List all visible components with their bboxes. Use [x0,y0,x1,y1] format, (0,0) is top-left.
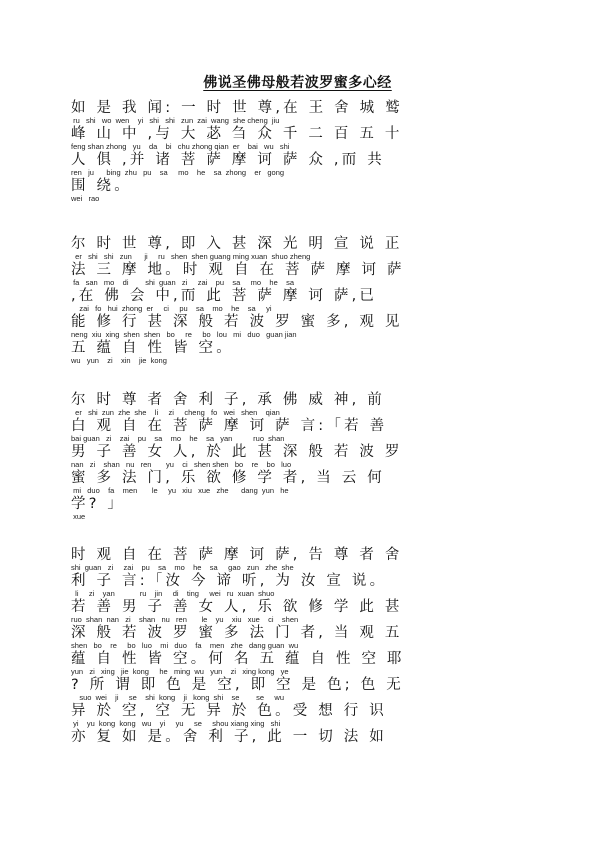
hanzi-text: 深 般 若 波 罗 蜜 多 法 门 者, 当 观 五 [71,625,403,641]
hanzi-text: 尔 时 世 尊, 即 入 甚 深 光 明 宣 说 正 [71,236,403,252]
paragraph-3 [71,392,403,522]
pinyin-text: xue [71,512,86,521]
hanzi-text: 亦 复 如 是。舍 利 子, 此 一 切 法 如 [71,729,387,745]
text-line [71,178,361,204]
sutra-title: 佛说圣佛母般若波罗蜜多心经 [203,75,392,91]
pinyin-text [71,745,361,755]
pinyin-text: yi yu kong kong wu yi yu se shou xiang xing shi [71,719,281,728]
hanzi-text: 时 观 自 在 菩 萨 摩 诃 萨, 告 尊 者 舍 [71,547,403,563]
pinyin-text: ren ju bing zhu pu sa mo he sa zhong er gong [71,168,285,177]
text-line [71,314,403,340]
text-line [71,470,385,496]
hanzi-text: 若 善 男 子 善 女 人, 乐 欲 修 学 此 甚 [71,599,403,615]
pinyin-text: er shi zun zhe she li zi cheng fo wei shen qian [71,408,280,417]
hanzi-text: ? 所 谓 即 色 是 空, 即 空 是 色; 色 无 [71,677,404,693]
pinyin-text: yun zi xing jie kong he ming wu yun zi xing kong ye [71,667,289,676]
text-line [71,444,403,470]
hanzi-text: 蜜 多 法 门, 乐 欲 修 学 者, 当 云 何 [71,470,385,486]
pinyin-text: feng shan zhong yu da bi chu zhong qian er bai wu shi [71,142,290,151]
text-line [71,703,387,729]
pinyin-text: bai guan zi zai pu sa mo he sa yan ruo shan [71,434,285,443]
hanzi-text: 法 三 摩 地。时 观 自 在 菩 萨 摩 诃 萨 [71,262,405,278]
hanzi-text: 峰 山 中 ,与 大 苾 刍 众 千 二 百 五 十 [71,126,403,142]
text-line [71,262,405,288]
pinyin-text: neng xiu xing shen shen bo re bo lou mi duo guan jian [71,330,297,339]
pinyin-text: wu yun zi xin jie kong [71,356,167,365]
text-line [71,418,388,444]
pinyin-text: nan zi shan nu ren yu ci shen shen bo re bo luo [71,460,292,469]
text-line [71,392,385,418]
text-line [71,573,388,599]
text-line [71,547,403,573]
hanzi-text: 人 俱 ,并 诸 菩 萨 摩 诃 萨 众 ,而 共 [71,152,385,168]
hanzi-text: 如 是 我 闻: 一 时 世 尊,在 王 舍 城 鹫 [71,100,403,116]
paragraph-1 [71,100,403,204]
text-line [71,100,403,126]
text-line [71,288,378,314]
hanzi-text: 利 子 言:「汝 今 谛 听, 为 汝 宣 说。 [71,573,388,589]
text-line [71,677,404,703]
pinyin-text: shen bo re bo luo mi duo fa men zhe dang guan wu [71,641,299,650]
pinyin-text: shi guan zi zai pu sa mo he sa gao zun zhe she [71,563,294,572]
text-line [71,340,361,366]
text-line [71,651,405,677]
text-line [71,126,403,152]
text-line [71,236,403,262]
pinyin-text: mi duo fa men le yu xiu xue zhe dang yun he [71,486,289,495]
text-line [71,152,385,178]
paragraph-4 [71,547,405,755]
text-line [71,729,387,755]
pinyin-text: zai fo hui zhong er ci pu sa mo he sa yi [71,304,272,313]
hanzi-text: 围 绕。 [71,178,132,194]
pinyin-text: fa san mo di shi guan zi zai pu sa mo he sa [71,278,295,287]
text-line [71,625,403,651]
hanzi-text: 五 蕴 自 性 皆 空。 [71,340,234,356]
hanzi-text: 尔 时 尊 者 舍 利 子, 承 佛 威 神, 前 [71,392,385,408]
hanzi-text: ,在 佛 会 中,而 此 菩 萨 摩 诃 萨,已 [71,288,378,304]
hanzi-text: 能 修 行 甚 深 般 若 波 罗 蜜 多, 观 见 [71,314,403,330]
text-line [71,496,361,522]
pinyin-text: wei rao [71,194,100,203]
pinyin-text: suo wei ji se shi kong ji kong shi se se wu [71,693,284,702]
paragraph-2 [71,236,405,366]
pinyin-text: ruo shan nan zi shan nu ren le yu xiu xue ci shen [71,615,299,624]
hanzi-text: 白 观 自 在 菩 萨 摩 诃 萨 言:「若 善 [71,418,388,434]
hanzi-text: 男 子 善 女 人, 於 此 甚 深 般 若 波 罗 [71,444,403,460]
hanzi-text: 蕴 自 性 皆 空。何 名 五 蕴 自 性 空 耶 [71,651,405,667]
pinyin-text: er shi shi zun ji ru shen shen guang ming xuan shuo zheng [71,252,311,261]
pinyin-text: ru shi wo wen yi shi shi zun zai wang she cheng jiu [71,116,280,125]
text-line [71,599,403,625]
pinyin-text: li zi yan ru jin di ting wei ru xuan shuo [71,589,275,598]
hanzi-text: 学? 」 [71,496,126,512]
hanzi-text: 异 於 空, 空 无 异 於 色。受 想 行 识 [71,703,387,719]
